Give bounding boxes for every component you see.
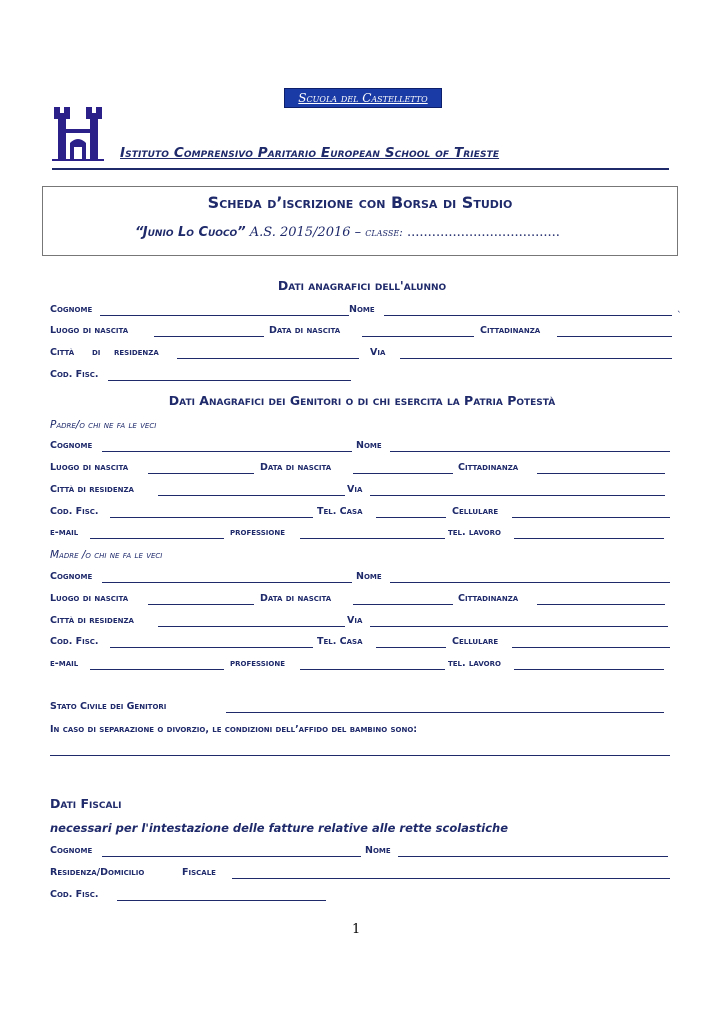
data-nascita-label: Data di nascita — [269, 325, 341, 336]
professione-label: professione — [230, 527, 285, 538]
father-row-residence — [50, 484, 674, 498]
father-cellulare-field[interactable] — [512, 517, 670, 518]
fiscal-row-codfisc — [50, 889, 674, 903]
tel-casa-label: Tel. Casa — [317, 636, 363, 647]
fiscal-row-residence — [50, 867, 674, 881]
classe-label: classe: — [365, 226, 403, 239]
father-codfisc-field[interactable] — [110, 517, 313, 518]
residenza-label: residenza — [114, 347, 159, 358]
nome-label: Nome — [365, 845, 391, 856]
student-citta-field[interactable] — [177, 358, 359, 359]
father-cittadinanza-field[interactable] — [537, 473, 665, 474]
mother-row-work — [50, 658, 674, 672]
data-nascita-label: Data di nascita — [260, 462, 332, 473]
luogo-nascita-label: Luogo di nascita — [50, 325, 129, 336]
mother-via-field[interactable] — [370, 626, 668, 627]
fiscal-note: necessari per l'intestazione delle fatture relative alle rette scolastiche — [50, 821, 509, 835]
cognome-label: Cognome — [50, 440, 93, 451]
mother-row-name — [50, 571, 674, 585]
fiscal-nome-field[interactable] — [398, 856, 668, 857]
stato-civile-field[interactable] — [226, 712, 664, 713]
residenza-domicilio-label: Residenza/Domicilio — [50, 867, 145, 878]
cognome-label: Cognome — [50, 304, 93, 315]
tel-casa-label: Tel. Casa — [317, 506, 363, 517]
classe-dots[interactable]: ..................................... — [407, 225, 560, 240]
mother-label: Madre /o chi ne fa le veci — [50, 549, 163, 561]
mother-cittadinanza-field[interactable] — [537, 604, 665, 605]
fiscal-row-name — [50, 845, 674, 859]
mother-cellulare-field[interactable] — [512, 647, 670, 648]
mother-nome-field[interactable] — [390, 582, 670, 583]
citta-residenza-label: Città di residenza — [50, 484, 134, 495]
father-row-birth — [50, 462, 674, 476]
via-label: Via — [347, 484, 363, 495]
cellulare-label: Cellulare — [452, 636, 499, 647]
di-label: di — [92, 347, 101, 358]
mother-row-contacts — [50, 636, 674, 650]
stato-civile-label: Stato Civile dei Genitori — [50, 701, 167, 712]
mother-luogo-field[interactable] — [148, 604, 254, 605]
custody-field[interactable] — [50, 755, 670, 756]
cellulare-label: Cellulare — [452, 506, 499, 517]
cod-fisc-label: Cod. Fisc. — [50, 889, 99, 900]
student-codfisc-field[interactable] — [108, 380, 351, 381]
father-telcasa-field[interactable] — [376, 517, 446, 518]
nome-label: Nome — [356, 571, 382, 582]
father-email-field[interactable] — [90, 538, 224, 539]
cittadinanza-label: Cittadinanza — [480, 325, 541, 336]
father-cognome-field[interactable] — [102, 451, 352, 452]
page-number: 1 — [352, 922, 361, 937]
school-year: A.S. 2015/2016 – — [249, 225, 362, 240]
luogo-nascita-label: Luogo di nascita — [50, 462, 129, 473]
professione-label: professione — [230, 658, 285, 669]
student-row-name — [50, 304, 674, 318]
citta-label: Città — [50, 347, 75, 358]
fiscal-residenza-field[interactable] — [232, 878, 670, 879]
father-tellavoro-field[interactable] — [514, 538, 664, 539]
father-nome-field[interactable] — [390, 451, 670, 452]
fiscal-codfisc-field[interactable] — [117, 900, 326, 901]
student-nome-field[interactable] — [384, 315, 672, 316]
fiscale-label: Fiscale — [182, 867, 216, 878]
cognome-label: Cognome — [50, 845, 93, 856]
scholarship-name: “Junio Lo Cuoco” — [135, 225, 246, 240]
citta-residenza-label: Città di residenza — [50, 615, 134, 626]
mother-telcasa-field[interactable] — [376, 647, 446, 648]
father-via-field[interactable] — [370, 495, 665, 496]
student-section-heading: Dati anagrafici dell'alunno — [277, 278, 447, 293]
email-label: e-mail — [50, 658, 79, 669]
tel-lavoro-label: tel. lavoro — [448, 658, 501, 669]
father-luogo-field[interactable] — [148, 473, 254, 474]
student-cognome-field[interactable] — [100, 315, 349, 316]
nome-label: Nome — [356, 440, 382, 451]
student-luogo-field[interactable] — [154, 336, 264, 337]
father-row-name — [50, 440, 674, 454]
custody-label: In caso di separazione o divorzio, le condizioni dell’affido del bambino sono: — [50, 724, 418, 735]
mother-row-residence — [50, 615, 674, 629]
cognome-label: Cognome — [50, 571, 93, 582]
mother-email-field[interactable] — [90, 669, 224, 670]
father-row-work — [50, 527, 674, 541]
student-row-birth — [50, 325, 674, 339]
father-data-field[interactable] — [353, 473, 453, 474]
via-label: Via — [347, 615, 363, 626]
header-divider — [52, 168, 669, 170]
parents-section-heading: Dati Anagrafici dei Genitori o di chi esercita la Patria Potestà — [168, 393, 556, 408]
mother-codfisc-field[interactable] — [110, 647, 313, 648]
student-row-codfisc — [50, 369, 674, 383]
father-row-contacts — [50, 506, 674, 520]
luogo-nascita-label: Luogo di nascita — [50, 593, 129, 604]
via-label: Via — [370, 347, 386, 358]
student-data-field[interactable] — [362, 336, 474, 337]
school-badge: Scuola del Castelletto — [284, 88, 442, 108]
student-row-residence — [50, 347, 674, 361]
father-label: Padre/o chi ne fa le veci — [50, 419, 157, 431]
custody-row — [50, 724, 674, 738]
mother-citta-field[interactable] — [158, 626, 345, 627]
form-title: Scheda d’iscrizione con Borsa di Studio — [207, 193, 513, 212]
cod-fisc-label: Cod. Fisc. — [50, 636, 99, 647]
data-nascita-label: Data di nascita — [260, 593, 332, 604]
mother-row-birth — [50, 593, 674, 607]
cittadinanza-label: Cittadinanza — [458, 593, 519, 604]
father-professione-field[interactable] — [300, 538, 445, 539]
fiscal-cognome-field[interactable] — [102, 856, 361, 857]
mother-data-field[interactable] — [353, 604, 453, 605]
civil-status-row — [50, 701, 674, 715]
tel-lavoro-label: tel. lavoro — [448, 527, 501, 538]
mother-cognome-field[interactable] — [102, 582, 352, 583]
cod-fisc-label: Cod. Fisc. — [50, 369, 99, 380]
student-cittadinanza-field[interactable] — [557, 336, 672, 337]
institute-name: Istituto Comprensivo Paritario European School of Trieste — [120, 145, 500, 161]
fiscal-section-heading: Dati Fiscali — [50, 796, 122, 811]
cod-fisc-label: Cod. Fisc. — [50, 506, 99, 517]
castle-tower-icon — [52, 107, 104, 161]
form-subtitle — [135, 225, 560, 240]
email-label: e-mail — [50, 527, 79, 538]
mother-tellavoro-field[interactable] — [514, 669, 664, 670]
stray-mark: ` — [677, 311, 682, 321]
mother-professione-field[interactable] — [300, 669, 445, 670]
nome-label: Nome — [349, 304, 375, 315]
cittadinanza-label: Cittadinanza — [458, 462, 519, 473]
father-citta-field[interactable] — [158, 495, 345, 496]
student-via-field[interactable] — [400, 358, 672, 359]
